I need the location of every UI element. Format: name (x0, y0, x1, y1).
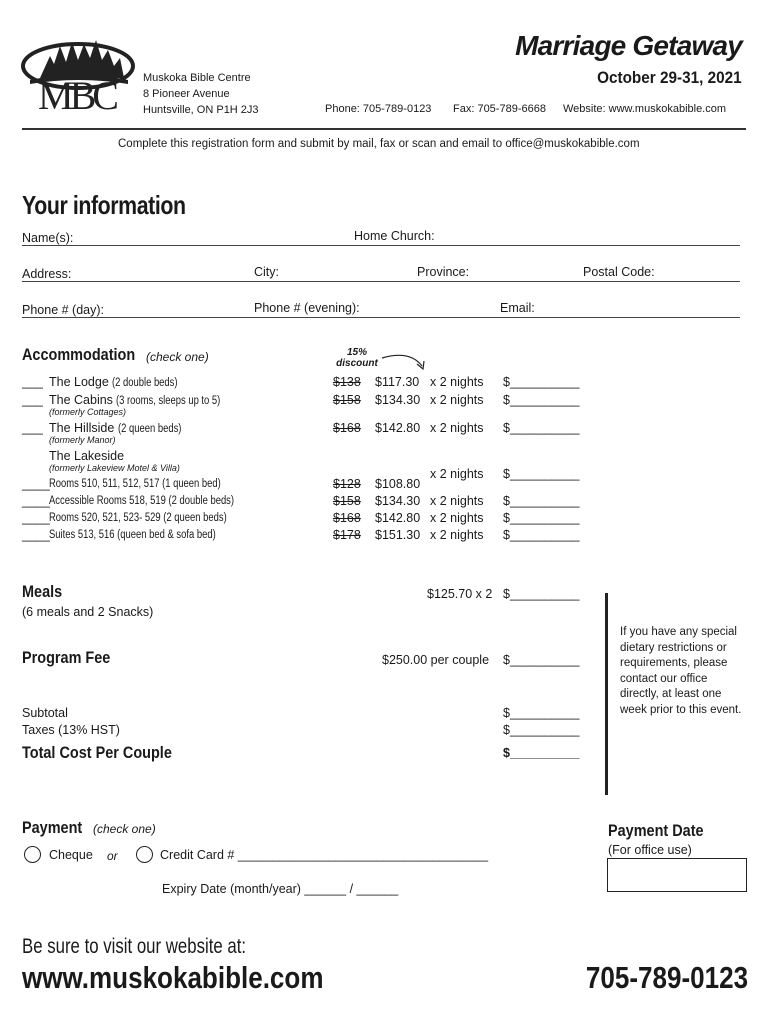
meals-detail: (6 meals and 2 Snacks) (22, 605, 154, 619)
logo-text: MBC (38, 73, 115, 118)
room-row-old-price: $158 (333, 494, 361, 508)
lakeside-amount[interactable]: $__________ (503, 467, 580, 481)
room-row-old-price: $178 (333, 528, 361, 542)
lodge-amount[interactable]: $__________ (503, 375, 580, 389)
cabins-new-price: $134.30 (375, 393, 421, 407)
email-input[interactable] (538, 301, 740, 317)
your-info-heading: Your information (22, 190, 186, 220)
total-amount[interactable]: $__________ (503, 746, 580, 760)
cabins-nights: x 2 nights (430, 393, 484, 407)
home-church-input[interactable] (440, 229, 740, 245)
room-row-nights: x 2 nights (430, 528, 484, 542)
address-line-2: Huntsville, ON P1H 2J3 (143, 104, 259, 116)
lodge-detail: (2 double beds) (112, 377, 178, 389)
room-row-label: Rooms 510, 511, 512, 517 (1 queen bed) (49, 478, 221, 490)
dietary-note-line: requirements, please (620, 657, 728, 670)
discount-label (332, 347, 382, 369)
website-url[interactable]: www.muskokabible.com (22, 960, 324, 995)
program-fee-heading: Program Fee (22, 648, 111, 667)
program-fee-amount[interactable]: $__________ (503, 653, 580, 667)
payment-date-box[interactable] (607, 858, 747, 892)
hillside-new-price: $142.80 (375, 421, 421, 435)
hillside-amount[interactable]: $__________ (503, 421, 580, 435)
cabins-option (49, 393, 244, 407)
cabins-detail: (3 rooms, sleeps up to 5) (116, 395, 221, 407)
room-row-checkbox[interactable]: ____ (22, 528, 50, 542)
payment-date-sub: (For office use) (608, 843, 692, 857)
hillside-note: (formerly Manor) (49, 435, 116, 445)
room-row-new-price: $151.30 (375, 528, 421, 542)
room-row-new-price: $134.30 (375, 494, 421, 508)
header-divider (22, 128, 746, 130)
phone-contact: Phone: 705-789-0123 (325, 103, 432, 115)
room-row-old-price: $128 (333, 477, 361, 491)
taxes-label: Taxes (13% HST) (22, 723, 120, 737)
cabins-note: (formerly Cottages) (49, 407, 127, 417)
room-row-amount[interactable]: $__________ (503, 494, 580, 508)
payment-date-heading: Payment Date (608, 821, 704, 840)
discount-word: discount (336, 358, 378, 369)
subtotal-label: Subtotal (22, 706, 68, 720)
expiry-date-field[interactable]: Expiry Date (month/year) ______ / ______ (162, 882, 399, 896)
room-row-amount[interactable]: $__________ (503, 528, 580, 542)
program-fee-price: $250.00 per couple (382, 653, 490, 667)
hillside-checkbox[interactable]: ___ (22, 421, 43, 435)
discount-percent: 15% (346, 347, 367, 358)
payment-heading: Payment (22, 818, 83, 837)
cheque-radio[interactable] (24, 846, 41, 863)
visit-website-text: Be sure to visit our website at: (22, 935, 247, 958)
meals-price: $125.70 x 2 (427, 587, 493, 601)
dietary-note-line: If you have any special (620, 626, 737, 638)
dietary-divider (605, 593, 608, 795)
room-row-amount[interactable]: $__________ (503, 511, 580, 525)
event-title: Marriage Getaway (515, 30, 742, 61)
lodge-new-price: $117.30 (375, 375, 420, 389)
accommodation-heading: Accommodation (22, 345, 136, 364)
names-label: Name(s): (22, 231, 74, 245)
instructions: Complete this registration form and submit by mail, fax or scan and email to office@muskokabible.com (118, 138, 640, 150)
address-label: Address: (22, 267, 72, 281)
room-row-label: Rooms 520, 521, 523- 529 (2 queen beds) (49, 512, 227, 524)
hillside-name: The Hillside (49, 421, 115, 435)
phone-evening-label: Phone # (evening): (254, 301, 360, 315)
address-line-1: 8 Pioneer Avenue (143, 88, 230, 100)
lodge-checkbox[interactable]: ___ (22, 375, 43, 389)
cabins-name: The Cabins (49, 393, 113, 407)
payment-check-one: (check one) (93, 822, 156, 836)
room-row-checkbox[interactable]: ____ (22, 494, 50, 508)
room-row-new-price: $142.80 (375, 511, 421, 525)
room-row-checkbox[interactable]: ____ (22, 511, 50, 525)
city-label: City: (254, 265, 279, 279)
room-row-nights: x 2 nights (430, 511, 484, 525)
credit-card-field[interactable]: Credit Card # ____________________________________ (160, 848, 489, 862)
cabins-amount[interactable]: $__________ (503, 393, 580, 407)
cabins-checkbox[interactable]: ___ (22, 393, 43, 407)
names-input[interactable] (76, 229, 352, 245)
lodge-nights: x 2 nights (430, 375, 484, 389)
lodge-name: The Lodge (49, 375, 109, 389)
cheque-label: Cheque (49, 848, 93, 862)
total-heading: Total Cost Per Couple (22, 743, 172, 762)
lodge-option (49, 375, 192, 389)
email-label: Email: (500, 301, 535, 315)
room-row-nights: x 2 nights (430, 494, 484, 508)
meals-amount[interactable]: $__________ (503, 587, 580, 601)
lakeside-note: (formerly Lakeview Motel & Villa) (49, 463, 180, 473)
phone-day-input[interactable] (110, 301, 252, 317)
meals-heading: Meals (22, 582, 63, 601)
subtotal-amount[interactable]: $__________ (503, 706, 580, 720)
room-row-label: Suites 513, 516 (queen bed & sofa bed) (49, 529, 216, 541)
room-row-label: Accessible Rooms 518, 519 (2 double beds) (49, 495, 235, 507)
lakeside-nights: x 2 nights (430, 467, 484, 481)
accommodation-check-one: (check one) (146, 350, 209, 364)
event-dates: October 29-31, 2021 (597, 68, 742, 87)
org-address (143, 70, 259, 118)
footer-phone: 705-789-0123 (585, 960, 748, 995)
dietary-note-line: dietary restrictions or (620, 641, 727, 654)
or-label: or (107, 849, 118, 863)
dietary-note (620, 625, 741, 719)
hillside-option (49, 421, 195, 435)
room-row-old-price: $168 (333, 511, 361, 525)
lodge-old-price: $138 (333, 375, 361, 389)
province-input[interactable] (474, 265, 580, 281)
postal-code-input[interactable] (658, 265, 740, 281)
discount-arrow-icon (380, 352, 430, 374)
logo (20, 36, 140, 118)
org-name: Muskoka Bible Centre (143, 72, 251, 84)
fax-contact: Fax: 705-789-6668 (453, 103, 546, 115)
hillside-old-price: $168 (333, 421, 361, 435)
address-input[interactable] (76, 265, 252, 281)
phone-evening-input[interactable] (366, 301, 496, 317)
hillside-detail: (2 queen beds) (117, 423, 182, 435)
home-church-label: Home Church: (354, 229, 435, 243)
taxes-amount[interactable]: $__________ (503, 723, 580, 737)
dietary-note-line: contact our office (620, 672, 708, 685)
lakeside-name: The Lakeside (49, 449, 125, 463)
city-input[interactable] (284, 265, 414, 281)
website-contact: Website: www.muskokabible.com (563, 103, 727, 115)
credit-card-radio[interactable] (136, 846, 153, 863)
postal-code-label: Postal Code: (583, 265, 655, 279)
province-label: Province: (417, 265, 470, 279)
room-row-checkbox[interactable]: ____ (22, 477, 50, 491)
cabins-old-price: $158 (333, 393, 361, 407)
room-row-new-price: $108.80 (375, 477, 421, 491)
hillside-nights: x 2 nights (430, 421, 484, 435)
dietary-note-line: week prior to this event. (620, 703, 742, 716)
dietary-note-line: directly, at least one (620, 688, 722, 701)
phone-day-label: Phone # (day): (22, 303, 104, 317)
